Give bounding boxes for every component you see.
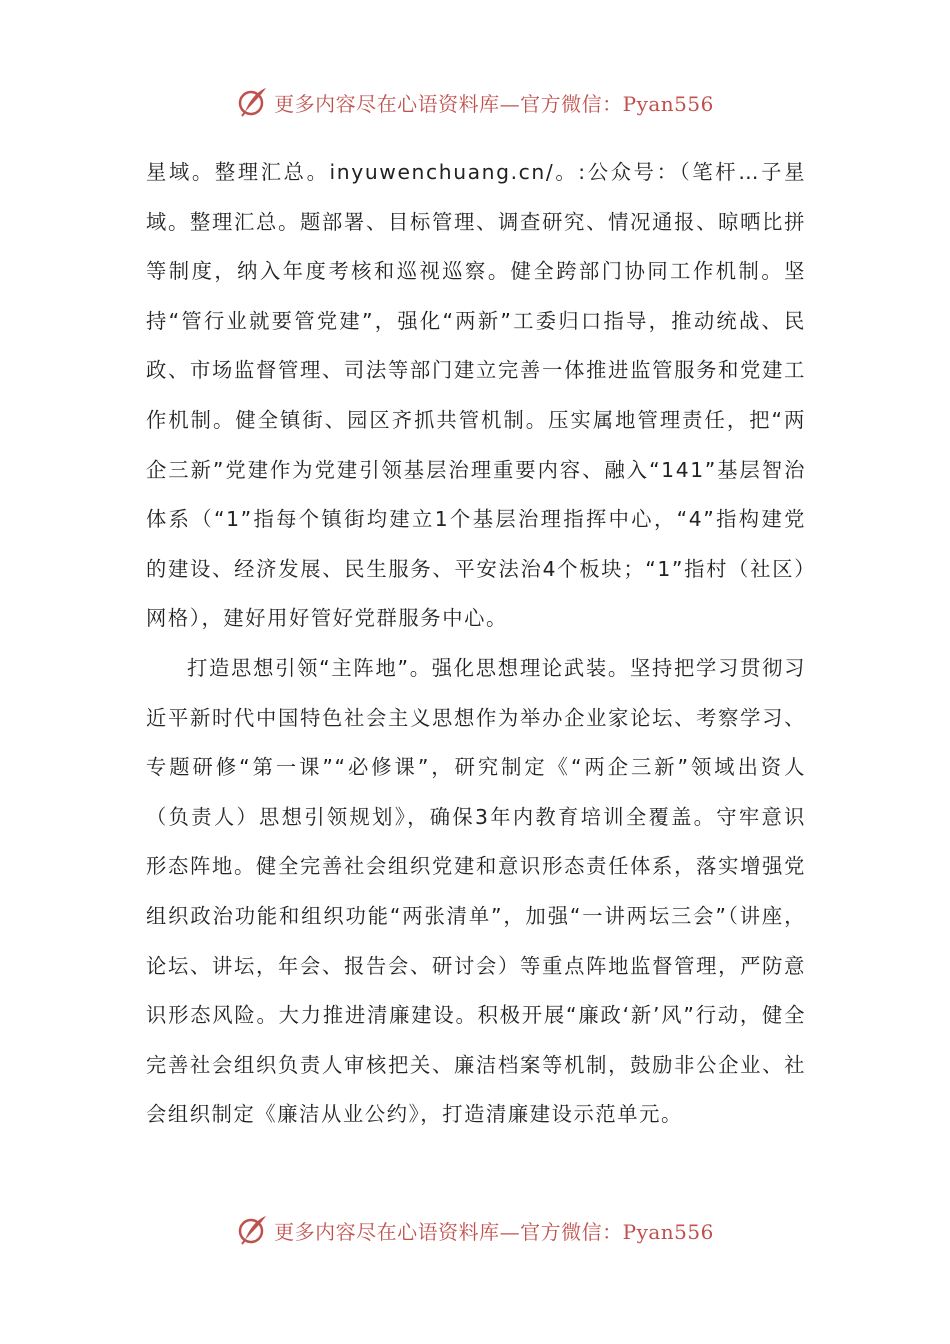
footer-banner (0, 1210, 950, 1250)
quill-logo-icon (236, 1213, 270, 1247)
header-banner (0, 82, 950, 122)
paragraph: 打造思想引领“主阵地”。强化思想理论武装。坚持把学习贯彻习近平新时代中国特色社会主义思想作为举办企业家论坛、考察学习、专题研修“第一课”“必修课”，研究制定《“两企三新”领域出资人（负责人）思想引领规划》，确保3年内教育培训全覆盖。守牢意识形态阵地。健全完善社会组织党建和意识形态责任体系，落实增强党组织政治功能和组织功能“两张清单”，加强“一讲两坛三会”（讲座，论坛、讲坛，年会、报告会、研讨会）等重点阵地监督管理，严防意识形态风险。大力推进清廉建设。积极开展“廉政‘新’风”行动，健全完善社会组织负责人审核把关、廉洁档案等机制，鼓励非公企业、社会组织制定《廉洁从业公约》，打造清廉建设示范单元。 (146, 655, 806, 1127)
quill-logo-icon (236, 85, 270, 119)
document-body (146, 148, 806, 1140)
banner-text: 更多内容尽在心语资料库—官方微信：Pyan556 (274, 91, 714, 116)
banner-text: 更多内容尽在心语资料库—官方微信：Pyan556 (274, 1219, 714, 1244)
paragraph: 星域。整理汇总。inyuwenchuang.cn/。:公众号：（笔杆…子星域。整理汇总。题部署、目标管理、调查研究、情况通报、晾晒比拼等制度，纳入年度考核和巡视巡察。健全跨部门协同工作机制。坚持“管行业就要管党建”，强化“两新”工委归口指导，推动统战、民政、市场监督管理、司法等部门建立完善一体推进监管服务和党建工作机制。健全镇街、园区齐抓共管机制。压实属地管理责任，把“两企三新”党建作为党建引领基层治理重要内容、融入“141”基层智治体系（“1”指每个镇街均建立1个基层治理指挥中心，“4”指构建党的建设、经济发展、民生服务、平安法治4个板块；“1”指村（社区）网格），建好用好管好党群服务中心。 (146, 160, 806, 631)
